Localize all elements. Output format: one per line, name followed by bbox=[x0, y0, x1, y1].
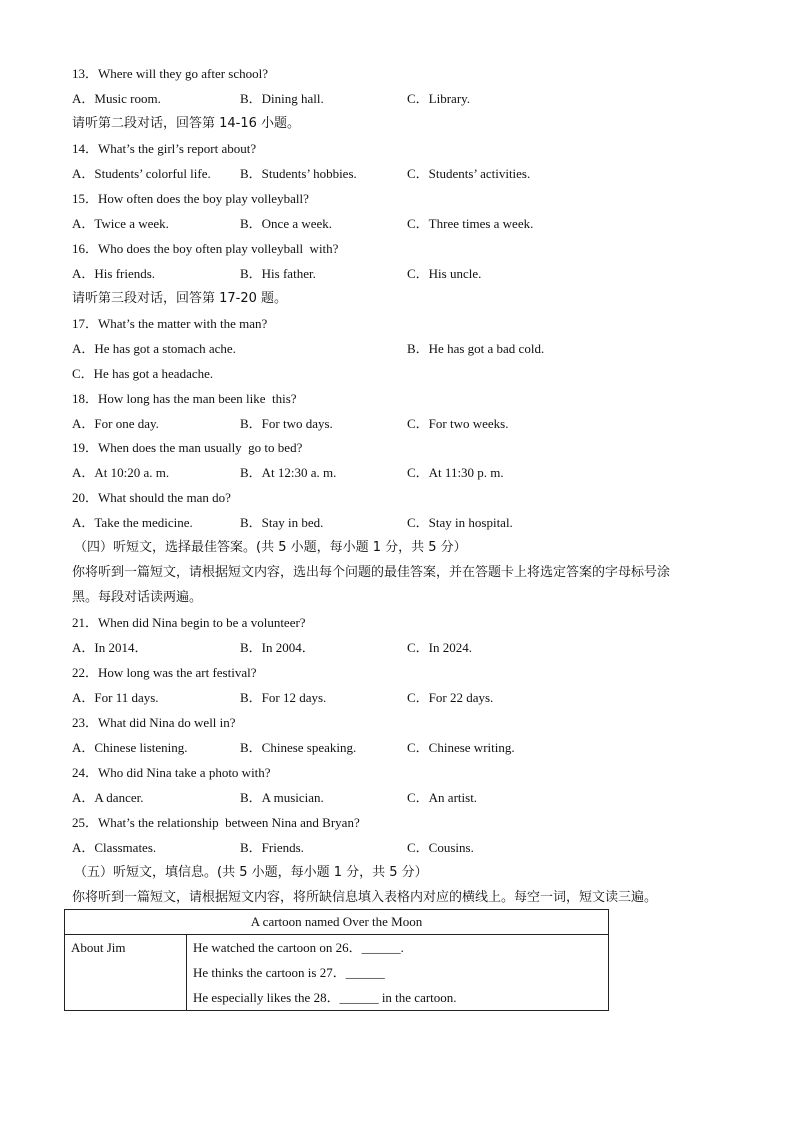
question-17-stem: 17．What’s the matter with the man? bbox=[72, 316, 268, 331]
part-4-heading: （四）听短文，选择最佳答案。(共 5 小题，每小题 1 分，共 5 分） bbox=[74, 540, 467, 555]
q15-option-b: B．Once a week. bbox=[240, 216, 333, 231]
q25-option-c: C．Cousins. bbox=[407, 840, 474, 855]
q22-option-b: B．For 12 days. bbox=[240, 690, 327, 705]
question-23-stem: 23．What did Nina do well in? bbox=[72, 715, 236, 730]
q15-option-c: C．Three times a week. bbox=[407, 216, 534, 231]
q15-option-a: A．Twice a week. bbox=[72, 216, 169, 231]
q24-option-c: C．An artist. bbox=[407, 790, 478, 805]
q23-option-a: A．Chinese listening. bbox=[72, 740, 188, 755]
q13-option-b: B．Dining hall. bbox=[240, 91, 324, 106]
question-21-stem: 21．When did Nina begin to be a volunteer? bbox=[72, 615, 306, 630]
q14-option-a: A．Students’ colorful life. bbox=[72, 166, 211, 181]
q21-option-b: B．In 2004． bbox=[240, 640, 315, 655]
q25-option-b: B．Friends. bbox=[240, 840, 304, 855]
q22-option-a: A．For 11 days. bbox=[72, 690, 159, 705]
part-5-heading: （五）听短文，填信息。(共 5 小题，每小题 1 分，共 5 分） bbox=[74, 865, 428, 880]
q19-option-a: A．At 10:20 a. m. bbox=[72, 465, 170, 480]
question-20-stem: 20．What should the man do? bbox=[72, 490, 231, 505]
table-title: A cartoon named Over the Moon bbox=[65, 910, 609, 935]
table-line-26: He watched the cartoon on 26．______. bbox=[193, 940, 404, 955]
table-line-28: He especially likes the 28．______ in the cartoon. bbox=[193, 990, 457, 1005]
table-row-label: About Jim bbox=[65, 935, 187, 1011]
q17-option-a: A．He has got a stomach ache. bbox=[72, 341, 236, 356]
table-line-27: He thinks the cartoon is 27．______ bbox=[193, 965, 385, 980]
q24-option-b: B．A musician. bbox=[240, 790, 324, 805]
question-14-stem: 14．What’s the girl’s report about? bbox=[72, 141, 257, 156]
q24-option-a: A．A dancer. bbox=[72, 790, 144, 805]
section-3-note: 请听第三段对话，回答第 17-20 题。 bbox=[72, 291, 288, 306]
q23-option-b: B．Chinese speaking. bbox=[240, 740, 357, 755]
q23-option-c: C．Chinese writing. bbox=[407, 740, 515, 755]
q18-option-b: B．For two days. bbox=[240, 416, 333, 431]
question-22-stem: 22．How long was the art festival? bbox=[72, 665, 257, 680]
q13-option-c: C．Library. bbox=[407, 91, 471, 106]
question-16-stem: 16．Who does the boy often play volleyball with? bbox=[72, 241, 339, 256]
question-24-stem: 24．Who did Nina take a photo with? bbox=[72, 765, 271, 780]
part-5-instruction: 你将听到一篇短文，请根据短文内容，将所缺信息填入表格内对应的横线上。每空一词，短文读三遍。 bbox=[72, 890, 658, 905]
info-table bbox=[64, 909, 609, 1011]
q25-option-a: A．Classmates. bbox=[72, 840, 157, 855]
q17-option-b: B．He has got a bad cold. bbox=[407, 341, 545, 356]
q18-option-a: A．For one day. bbox=[72, 416, 159, 431]
q21-option-a: A．In 2014． bbox=[72, 640, 148, 655]
question-13-stem: 13．Where will they go after school? bbox=[72, 66, 269, 81]
q20-option-a: A．Take the medicine. bbox=[72, 515, 193, 530]
q14-option-b: B．Students’ hobbies. bbox=[240, 166, 357, 181]
section-2-note: 请听第二段对话，回答第 14-16 小题。 bbox=[72, 116, 301, 131]
q16-option-a: A．His friends. bbox=[72, 266, 156, 281]
q22-option-c: C．For 22 days. bbox=[407, 690, 494, 705]
question-15-stem: 15．How often does the boy play volleyball? bbox=[72, 191, 309, 206]
q21-option-c: C．In 2024. bbox=[407, 640, 473, 655]
q17-option-c: C．He has got a headache. bbox=[72, 366, 214, 381]
q16-option-c: C．His uncle. bbox=[407, 266, 482, 281]
table-content-cell bbox=[187, 935, 609, 1011]
part-4-instruction-line-1: 你将听到一篇短文，请根据短文内容，选出每个问题的最佳答案，并在答题卡上将选定答案的字母标号涂 bbox=[72, 565, 671, 580]
q14-option-c: C．Students’ activities. bbox=[407, 166, 531, 181]
q19-option-c: C．At 11:30 p. m. bbox=[407, 465, 504, 480]
q19-option-b: B．At 12:30 a. m. bbox=[240, 465, 337, 480]
question-18-stem: 18．How long has the man been like this? bbox=[72, 391, 297, 406]
q20-option-b: B．Stay in bed. bbox=[240, 515, 324, 530]
q20-option-c: C．Stay in hospital. bbox=[407, 515, 513, 530]
q13-option-a: A．Music room. bbox=[72, 91, 161, 106]
question-25-stem: 25．What’s the relationship between Nina and Bryan? bbox=[72, 815, 360, 830]
q18-option-c: C．For two weeks. bbox=[407, 416, 509, 431]
question-19-stem: 19．When does the man usually go to bed? bbox=[72, 440, 303, 455]
q16-option-b: B．His father. bbox=[240, 266, 316, 281]
part-4-instruction-line-2: 黑。每段对话读两遍。 bbox=[72, 590, 203, 605]
